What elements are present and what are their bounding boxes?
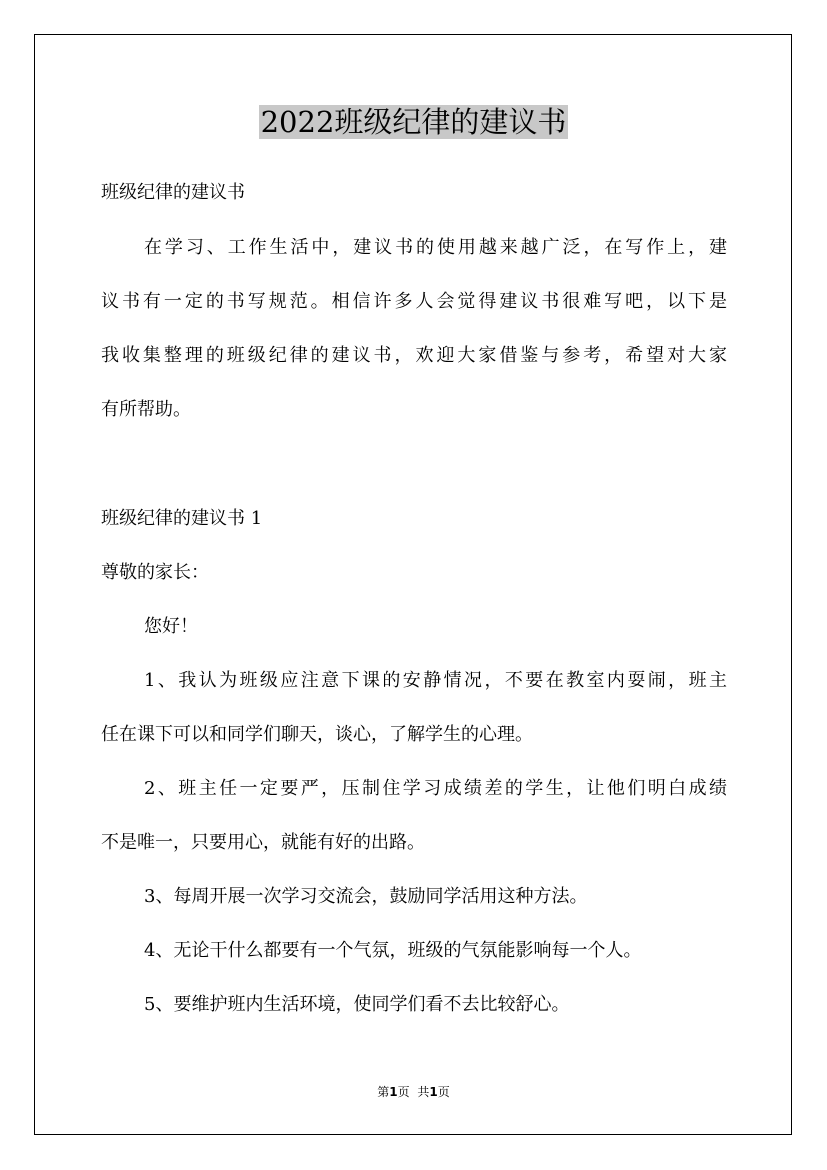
- document-title: [0, 100, 827, 144]
- item-1-line-2: 任在课下可以和同学们聊天，谈心，了解学生的心理。: [101, 724, 533, 745]
- item-3: 3、每周开展一次学习交流会，鼓励同学活用这种方法。: [144, 886, 588, 907]
- intro-line-2: 议书有一定的书写规范。相信许多人会觉得建议书很难写吧，以下是: [101, 291, 727, 312]
- document-subtitle: 班级纪律的建议书: [101, 182, 245, 203]
- intro-line-1: 在学习、工作生活中，建议书的使用越来越广泛，在写作上，建: [144, 237, 727, 258]
- intro-line-4: 有所帮助。: [101, 399, 191, 420]
- item-1-line-1: 1、我认为班级应注意下课的安静情况，不要在教室内耍闹，班主: [144, 670, 727, 691]
- page-footer: [0, 1083, 827, 1101]
- item-2-line-2: 不是唯一，只要用心，就能有好的出路。: [101, 832, 425, 853]
- item-2-line-1: 2、班主任一定要严，压制住学习成绩差的学生，让他们明白成绩: [144, 778, 727, 799]
- footer-total-suffix: 页: [437, 1085, 450, 1099]
- salutation: 尊敬的家长：: [101, 562, 209, 583]
- footer-page-current: 1: [389, 1085, 398, 1099]
- section-heading: 班级纪律的建议书 1: [101, 508, 263, 529]
- greeting: 您好！: [144, 616, 198, 637]
- footer-page-total: 1: [429, 1085, 438, 1099]
- footer-page-prefix: 第: [377, 1085, 390, 1099]
- item-5: 5、要维护班内生活环境，使同学们看不去比较舒心。: [144, 994, 570, 1015]
- footer-page-suffix: 页: [397, 1085, 410, 1099]
- intro-line-3: 我收集整理的班级纪律的建议书，欢迎大家借鉴与参考，希望对大家: [101, 345, 727, 366]
- item-4: 4、无论干什么都要有一个气氛，班级的气氛能影响每一个人。: [144, 940, 642, 961]
- document-title-text: 2022班级纪律的建议书: [260, 105, 567, 139]
- footer-total-prefix: 共: [417, 1085, 430, 1099]
